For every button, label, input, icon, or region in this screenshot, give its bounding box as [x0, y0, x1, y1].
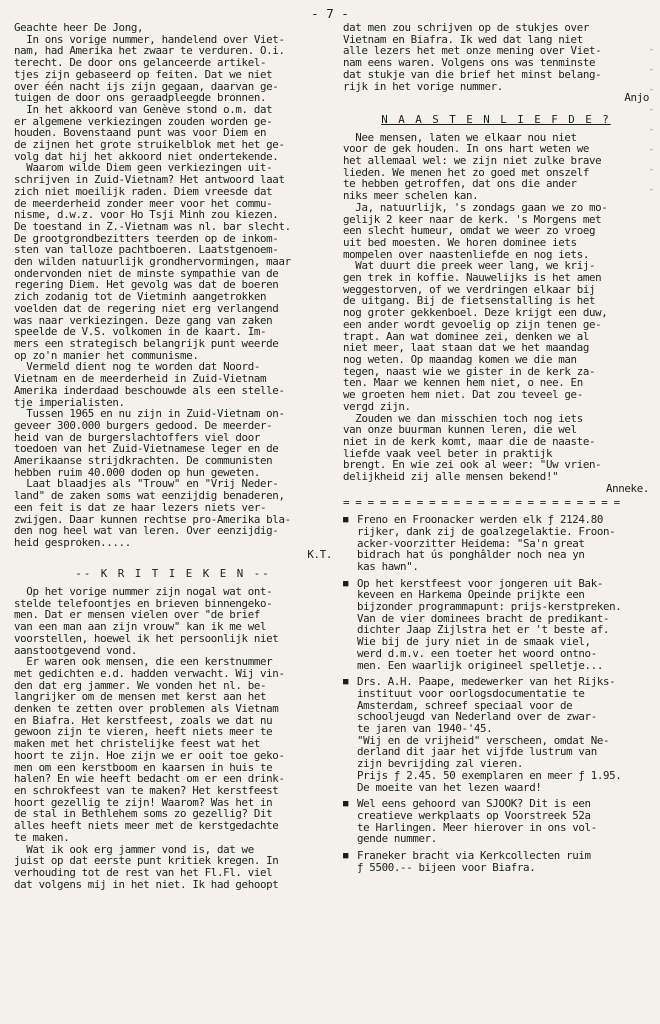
page-number: - 7 -: [311, 6, 349, 21]
square-bullet-icon: ■: [343, 799, 349, 810]
square-bullet-icon: ■: [343, 578, 349, 589]
text-line: zich niet moeilijk raden. Diem vreesde dat: [14, 184, 273, 198]
text-line: een feit is dat ze haar lezers niets ver-: [14, 500, 267, 514]
text-line: Vermeld dient nog te worden dat Noord-: [14, 360, 261, 374]
text-line: lieden. We menen het zo goed met onszelf: [343, 165, 590, 179]
text-line: regering Diem. Het gevolg was dat de boeren: [14, 278, 279, 292]
text-line: over één nacht ijs zijn gegaan, daarvan ge-: [14, 79, 279, 93]
text-line: schrijven in Zuid-Vietnam? Het antwoord laat: [14, 173, 285, 187]
text-line: was naar verkiezingen. Deze gang van zaken: [14, 313, 273, 327]
text-line: In ons vorige nummer, handelend over Viet-: [14, 32, 285, 46]
text-line: men. Een waarlijk origineel spelletje...: [357, 658, 604, 672]
text-line: tegen, naast wie we gister in de kerk za-: [343, 364, 596, 378]
text-line: rijk in het vorige nummer.: [343, 79, 503, 93]
text-line: en schrokfeest van te maken? Het kerstfeest: [14, 784, 279, 797]
text-line: tuigen de door ons geraadpleegde bronnen.: [14, 91, 267, 105]
text-line: Amerika inderdaad beschouwde als een stelle-: [14, 383, 285, 397]
text-line: Wat ik ook erg jammer vond is, dat we: [14, 842, 254, 856]
text-line: gelijk 2 keer naar de kerk. 's Morgens met: [343, 212, 602, 226]
text-line: schooljeugd van Nederland over de zwar-: [357, 710, 597, 724]
right-column: [343, 22, 649, 874]
text-line: dat volgens mij in het niet. Ik had gehoopt: [14, 877, 279, 891]
square-bullet-icon: ■: [343, 851, 349, 862]
binder-mark: -: [648, 85, 654, 95]
kritieken-heading: -- K R I T I E K E N --: [75, 567, 271, 581]
text-line: alle lezers het met onze mening over Viet-: [343, 44, 602, 58]
text-line: mompelen over naastenliefde en nog iets.: [343, 247, 590, 261]
text-line: creatieve werkplaats op Voorstreek 52a: [357, 809, 591, 822]
text-line: Zouden we dan misschien toch nog iets: [343, 411, 583, 425]
text-line: In het akkoord van Genève stond o.m. dat: [14, 102, 273, 116]
text-line: langrijker om de mensen met kerst aan het: [14, 690, 267, 704]
text-line: vergd zijn.: [343, 399, 411, 413]
text-line: van een man aan zijn vrouw" kan ik me wel: [14, 620, 267, 634]
text-line: Freno en Froonacker werden elk ƒ 2124.80: [357, 513, 604, 527]
text-line: te Harlingen. Meer hierover in ons vol-: [357, 820, 597, 834]
binder-mark: -: [648, 145, 654, 155]
text-line: heid van de burgerslachtoffers viel door: [14, 430, 261, 444]
naastenliefde-heading: N A A S T E N L I E F D E ?: [381, 112, 611, 126]
text-line: alles heeft niets meer met de kerstgedachte: [14, 819, 279, 833]
text-line: mers een strategisch belangrijk punt weerde: [14, 336, 279, 350]
letter-signature: K.T.: [307, 547, 332, 561]
text-line: op zo'n manier het communisme.: [14, 348, 199, 362]
text-line: de stal in Bethlehem soms zo gezellig? Dit: [14, 807, 273, 821]
text-line: keveen en Harkema Opeinde prijkte een: [357, 588, 585, 602]
text-line: heid gesproken.....: [14, 535, 131, 549]
text-line: dat men zou schrijven op de stukjes over: [343, 21, 590, 34]
text-line: juist op dat eerste punt kritiek kregen. In: [14, 854, 279, 868]
text-line: "Wij en de vrijheid" verscheen, omdat Ne-: [357, 733, 610, 747]
text-line: trapt. Aan wat dominee zei, denken we al: [343, 329, 590, 343]
text-line: land" de zaken soms wat eenzijdig benaderen,: [14, 489, 285, 503]
text-line: rijker, dank zij de goalzegelaktie. Froon-: [357, 524, 616, 538]
binder-mark: -: [648, 65, 654, 75]
text-line: terecht. De door ons gelanceerde artikel-: [14, 56, 267, 70]
text-line: te maken.: [14, 830, 70, 844]
text-line: derland dit jaar het vijfde lustrum van: [357, 745, 597, 759]
text-line: nam, had Amerika het zwaar te verduren. O.i.: [14, 44, 285, 58]
binder-mark: -: [648, 185, 654, 195]
text-line: uit bed moesten. We horen dominee iets: [343, 235, 577, 249]
binder-mark: -: [648, 105, 654, 115]
text-line: tjes zijn gebaseerd op feiten. Dat we niet: [14, 67, 273, 81]
news-item: [343, 850, 649, 873]
text-line: toedoen van het Zuid-Vietnamese leger en de: [14, 442, 279, 456]
text-line: Op het kerstfeest voor jongeren uit Bak-: [357, 576, 604, 590]
text-line: De grootgrondbezitters teerden op de inkom-: [14, 231, 279, 245]
text-line: de meerderheid zonder meer voor het commu-: [14, 196, 273, 210]
naastenliefde-body: [343, 132, 649, 483]
news-item: [343, 578, 649, 672]
text-line: nog groter gekkenboel. Deze krijgt een duw,: [343, 306, 608, 320]
text-line: den wilden natuurlijk grondhervormingen, maar: [14, 255, 291, 269]
text-line: niet meer, laat staan dat we het maandag: [343, 341, 590, 355]
text-line: het allemaal wel: we zijn niet zulke brave: [343, 154, 602, 168]
text-line: voelden dat de regering niet erg verlangend: [14, 301, 279, 315]
text-line: de zijnen het grote struikelblok met het ge-: [14, 138, 285, 152]
square-bullet-icon: ■: [343, 677, 349, 688]
text-line: Op het vorige nummer zijn nogal wat ont-: [14, 585, 273, 599]
text-line: voorstellen, hoewel ik het persoonlijk niet: [14, 631, 279, 645]
text-line: delijkheid zij alle mensen bekend!": [343, 470, 559, 484]
text-line: Ja, natuurlijk, 's zondags gaan we zo mo-: [343, 200, 608, 214]
text-line: Drs. A.H. Paape, medewerker van het Rijks-: [357, 675, 616, 689]
text-line: Er waren ook mensen, die een kerstnummer: [14, 655, 273, 669]
square-bullet-icon: ■: [343, 515, 349, 526]
text-line: acker-voorzitter Heidema: "Sa'n great: [357, 536, 585, 550]
text-line: tje imperialisten.: [14, 395, 125, 409]
text-line: Wie bij de jury niet in de smaak viel,: [357, 635, 591, 649]
text-line: Vietnam en de meerderheid in Zuid-Vietnam: [14, 372, 267, 386]
text-line: we groeten hem niet. Dat zou teveel ge-: [343, 388, 583, 402]
text-line: denken te zetten over problemen als Vietnam: [14, 702, 279, 716]
text-line: Vietnam en Biafra. Ik wed dat lang niet: [343, 32, 583, 46]
text-line: Laat blaadjes als "Trouw" en "Vrij Neder-: [14, 477, 279, 491]
text-line: dichter Jaap Zijlstra het er 't beste af.: [357, 623, 610, 637]
binder-mark: -: [648, 45, 654, 55]
letter-body: [14, 22, 332, 549]
kritieken-signature: Anjo: [624, 91, 649, 105]
text-line: Wat duurt die preek weer lang, we krij-: [343, 259, 596, 273]
text-line: den nog heel wat van leren. Over eenzijdig-: [14, 524, 279, 538]
text-line: en Biafra. Het kerstfeest, zoals we dat nu: [14, 713, 273, 727]
text-line: Prijs ƒ 2.45. 50 exemplaren en meer ƒ 1.95.: [357, 768, 622, 782]
text-line: gewoon zijn te vieren, heeft niets meer te: [14, 725, 273, 739]
text-line: werd d.m.v. een toeter het woord ontno-: [357, 646, 597, 660]
news-item: [343, 676, 649, 793]
text-line: verhouding tot de rest van het Fl.Fl. viel: [14, 865, 273, 879]
binder-edge-marks: [649, 40, 654, 200]
text-line: Nee mensen, laten we elkaar nou niet: [343, 130, 577, 144]
text-line: gen trek in koffie. Nauwelijks is het amen: [343, 271, 602, 285]
kritieken-continuation: [343, 22, 649, 92]
text-line: zijn bevrijding zal vieren.: [357, 757, 524, 771]
text-line: Amerikaanse strijdkrachten. De communisten: [14, 454, 273, 468]
text-line: aanstootgevend vond.: [14, 643, 138, 657]
text-line: Van de vier dominees bracht de predikant-: [357, 611, 610, 625]
text-line: er algemene verkiezingen zouden worden ge-: [14, 114, 273, 128]
text-line: een ander wordt gevoelig op zijn tenen ge-: [343, 317, 602, 331]
left-column: [14, 22, 332, 890]
text-line: weggestorven, of we verdringen elkaar bij: [343, 282, 596, 296]
binder-mark: -: [648, 125, 654, 135]
text-line: Geachte heer De Jong,: [14, 21, 144, 34]
text-line: voor de gek houden. In ons hart weten we: [343, 142, 590, 156]
naastenliefde-signature: Anneke.: [605, 481, 649, 495]
text-line: volg dat hij het akkoord niet ondertekende.: [14, 149, 279, 163]
text-line: ƒ 5500.-- bijeen voor Biafra.: [357, 860, 536, 874]
text-line: Waarom wilde Diem geen verkiezingen uit-: [14, 161, 273, 175]
text-line: de uitgang. Bij de fietsenstalling is het: [343, 294, 596, 308]
text-line: sten van talloze pachtboeren. Laatstgenoem-: [14, 243, 279, 257]
text-line: een slecht humeur, omdat we weer zo vroeg: [343, 224, 596, 238]
binder-mark: -: [648, 165, 654, 175]
text-line: houden. Bovenstaand punt was voor Diem en: [14, 126, 267, 140]
text-line: Wel eens gehoord van SJOOK? Dit is een: [357, 797, 591, 811]
text-line: instituut voor oorlogsdocumentatie te: [357, 686, 585, 700]
text-line: nisme, d.w.z. voor Ho Tsji Minh zou kiezen.: [14, 208, 279, 222]
text-line: ondervonden niet de minste sympathie van de: [14, 266, 279, 280]
text-line: speelde de V.S. volkomen in de kaart. Im-: [14, 325, 267, 339]
text-line: zwijgen. Daar kunnen rechtse pro-Amerika bla-: [14, 512, 291, 526]
text-line: nog weten. Op maandag komen we die man: [343, 352, 577, 366]
text-line: stelde telefoontjes en brieven binnengeko-: [14, 596, 273, 610]
text-line: met gedichten e.d. hadden verwacht. Wij vin-: [14, 666, 285, 680]
text-line: De toestand in Z.-Vietnam was nl. bar slecht.: [14, 219, 291, 233]
text-line: dat stukje van die brief het minst belang-: [343, 67, 602, 81]
text-line: halen? En wie heeft bedacht om er een drink-: [14, 772, 285, 786]
text-line: hebben ruim 40.000 doden op hun geweten.: [14, 465, 261, 479]
news-item: [343, 798, 649, 845]
text-line: bijzonder programmapunt: prijs-kerstpreken.: [357, 600, 622, 614]
letter-article: [14, 22, 332, 560]
text-line: De moeite van het lezen waard!: [357, 780, 542, 794]
text-line: den dat erg jammer. We vonden het nl. be-: [14, 678, 267, 692]
text-line: ten. Maar we kennen hem niet, o nee. En: [343, 376, 583, 390]
text-line: kas hawn".: [357, 559, 419, 573]
text-line: Tussen 1965 en nu zijn in Zuid-Vietnam on-: [14, 407, 285, 421]
text-line: Amsterdam, schreef speciaal voor de: [357, 698, 573, 712]
text-line: geveer 300.000 burgers gedood. De meerder-: [14, 418, 273, 432]
text-line: Franeker bracht via Kerkcollecten ruim: [357, 849, 591, 863]
text-line: maken met het christelijke feest wat het: [14, 737, 261, 751]
news-items: [343, 514, 649, 873]
kritieken-body: [14, 586, 332, 890]
text-line: hoort gezellig te zijn! Waarom? Was het in: [14, 795, 273, 809]
section-divider: = = = = = = = = = = = = = = = = = = = = = = =: [343, 497, 620, 510]
text-line: liefde vaak veel beter in praktijk: [343, 446, 553, 460]
text-line: niks meer schelen kan.: [343, 189, 479, 203]
text-line: van onze buurman kunnen leren, die wel: [343, 423, 577, 437]
text-line: niet in de kerk komt, maar die de naaste-: [343, 434, 596, 448]
text-line: te hebben getroffen, dat ons die ander: [343, 177, 577, 191]
text-line: te jaren van 1940-'45.: [357, 722, 493, 736]
text-line: bidrach hat ús ponghâlder noch nea yn: [357, 548, 585, 562]
news-item: [343, 514, 649, 573]
text-line: zich zodanig tot de Vietminh aangetrokken: [14, 290, 267, 304]
text-line: nam eens waren. Volgens ons was tenminste: [343, 56, 596, 70]
text-line: brengt. En wie zei ook al weer: "Uw vrien-: [343, 458, 602, 472]
text-line: men om een kerstboom en kaarsen in huis te: [14, 760, 273, 774]
text-line: hoort te zijn. Hoe zijn we er ooit toe geko-: [14, 748, 285, 762]
text-line: gende nummer.: [357, 832, 437, 846]
text-line: men. Dat er mensen vielen over "de brief: [14, 608, 261, 622]
